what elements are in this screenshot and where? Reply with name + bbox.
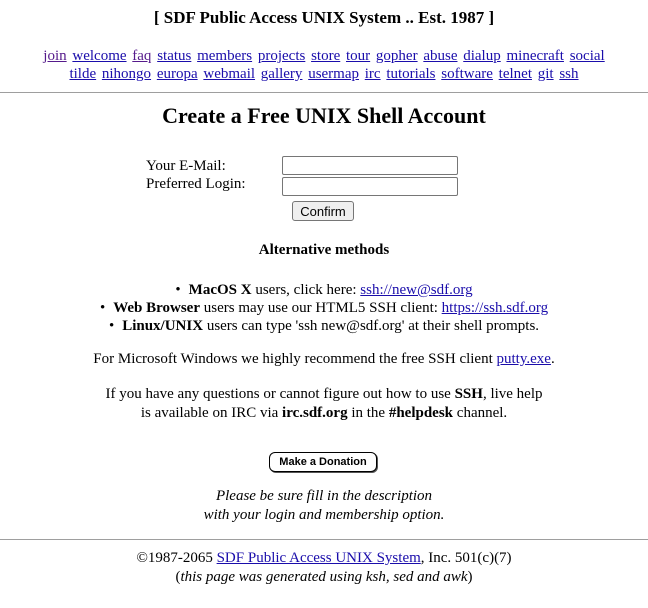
sdf-home-link[interactable]: SDF Public Access UNIX System (216, 550, 421, 566)
generated-text: this page was generated using ksh, sed and awk (180, 569, 468, 585)
email-label: Your E-Mail: (146, 158, 226, 174)
nav-link-gallery[interactable]: gallery (260, 66, 303, 82)
windows-period: . (550, 351, 555, 367)
help-line-2 (0, 404, 648, 423)
footer (0, 549, 648, 587)
html5-ssh-link[interactable]: https://ssh.sdf.org (441, 300, 549, 316)
nav-link-welcome[interactable]: welcome (72, 48, 127, 64)
nav-link-status[interactable]: status (157, 48, 192, 64)
macos-ssh-link[interactable]: ssh://new@sdf.org (360, 282, 473, 298)
nav-link-tour[interactable]: tour (346, 48, 371, 64)
nav-link-telnet[interactable]: telnet (498, 66, 532, 82)
nav-link-git[interactable]: git (537, 66, 554, 82)
nav-link-faq[interactable]: faq (132, 48, 152, 64)
help-text: is available on IRC via (140, 405, 283, 421)
paren-close: ) (467, 569, 473, 585)
nav-link-members[interactable]: members (197, 48, 253, 64)
nav-link-social[interactable]: social (569, 48, 605, 64)
footer-copyright (0, 549, 648, 568)
email-input[interactable] (282, 156, 458, 175)
donation-note-line-1: Please be sure fill in the description (215, 488, 433, 504)
help-text: , live help (482, 386, 543, 402)
nav-link-abuse[interactable]: abuse (423, 48, 458, 64)
nav-link-europa[interactable]: europa (156, 66, 198, 82)
top-divider (0, 92, 648, 93)
nav-link-ssh[interactable]: ssh (559, 66, 579, 82)
bullet: • (99, 300, 106, 316)
help-line-1 (0, 385, 648, 404)
nav-link-store[interactable]: store (311, 48, 341, 64)
help-irc-server: irc.sdf.org (282, 405, 348, 421)
bullet: • (108, 318, 115, 334)
help-channel: #helpdesk (388, 405, 454, 421)
login-input[interactable] (282, 177, 458, 196)
nav-link-tutorials[interactable]: tutorials (386, 66, 436, 82)
nav-link-irc[interactable]: irc (364, 66, 381, 82)
linux-text: users can type 'ssh new@sdf.org' at their shell prompts. (203, 318, 540, 334)
nav-link-dialup[interactable]: dialup (463, 48, 501, 64)
alternative-methods-heading: Alternative methods (258, 242, 390, 258)
nav-link-gopher[interactable]: gopher (375, 48, 418, 64)
help-note (0, 385, 648, 423)
nav-link-webmail[interactable]: webmail (203, 66, 256, 82)
method-web-browser (0, 300, 648, 317)
confirm-button[interactable]: Confirm (292, 201, 354, 221)
nav-link-minecraft[interactable]: minecraft (506, 48, 564, 64)
macos-text: users, click here: (251, 282, 361, 298)
web-browser-text: users may use our HTML5 SSH client: (200, 300, 442, 316)
linux-label: Linux/UNIX (122, 318, 204, 334)
nav-link-nihongo[interactable]: nihongo (101, 66, 152, 82)
donation-note-line-2: with your login and membership option. (203, 507, 445, 523)
copyright-text: ©1987-2065 (136, 550, 217, 566)
bottom-divider (0, 539, 648, 540)
footer-generated-note (0, 568, 648, 587)
site-title: [ SDF Public Access UNIX System .. Est. 1987 ] (153, 8, 495, 27)
bullet: • (175, 282, 181, 298)
nav-row-2 (0, 65, 648, 83)
nav-row-1 (0, 47, 648, 65)
nav-link-tilde[interactable]: tilde (69, 66, 97, 82)
method-macos (0, 282, 648, 299)
help-ssh: SSH (454, 386, 483, 402)
macos-label: MacOS X (188, 282, 252, 298)
make-donation-button[interactable]: Make a Donation (269, 452, 377, 472)
nav-link-usermap[interactable]: usermap (308, 66, 360, 82)
windows-text: For Microsoft Windows we highly recommend the free SSH client (93, 351, 497, 367)
nav-link-software[interactable]: software (441, 66, 493, 82)
donation-note (0, 487, 648, 525)
help-text: If you have any questions or cannot figure out how to use (105, 386, 455, 402)
help-text: channel. (453, 405, 508, 421)
web-browser-label: Web Browser (113, 300, 201, 316)
windows-note (0, 351, 648, 368)
page-title: Create a Free UNIX Shell Account (162, 103, 486, 128)
paren-open: ( (175, 569, 181, 585)
company-suffix: , Inc. 501(c)(7) (420, 550, 512, 566)
putty-link[interactable]: putty.exe (496, 351, 551, 367)
method-linux (0, 318, 648, 335)
nav-link-join[interactable]: join (43, 48, 67, 64)
login-label: Preferred Login: (146, 176, 246, 192)
help-text: in the (347, 405, 389, 421)
nav-link-projects[interactable]: projects (257, 48, 306, 64)
nav-links (0, 47, 648, 83)
